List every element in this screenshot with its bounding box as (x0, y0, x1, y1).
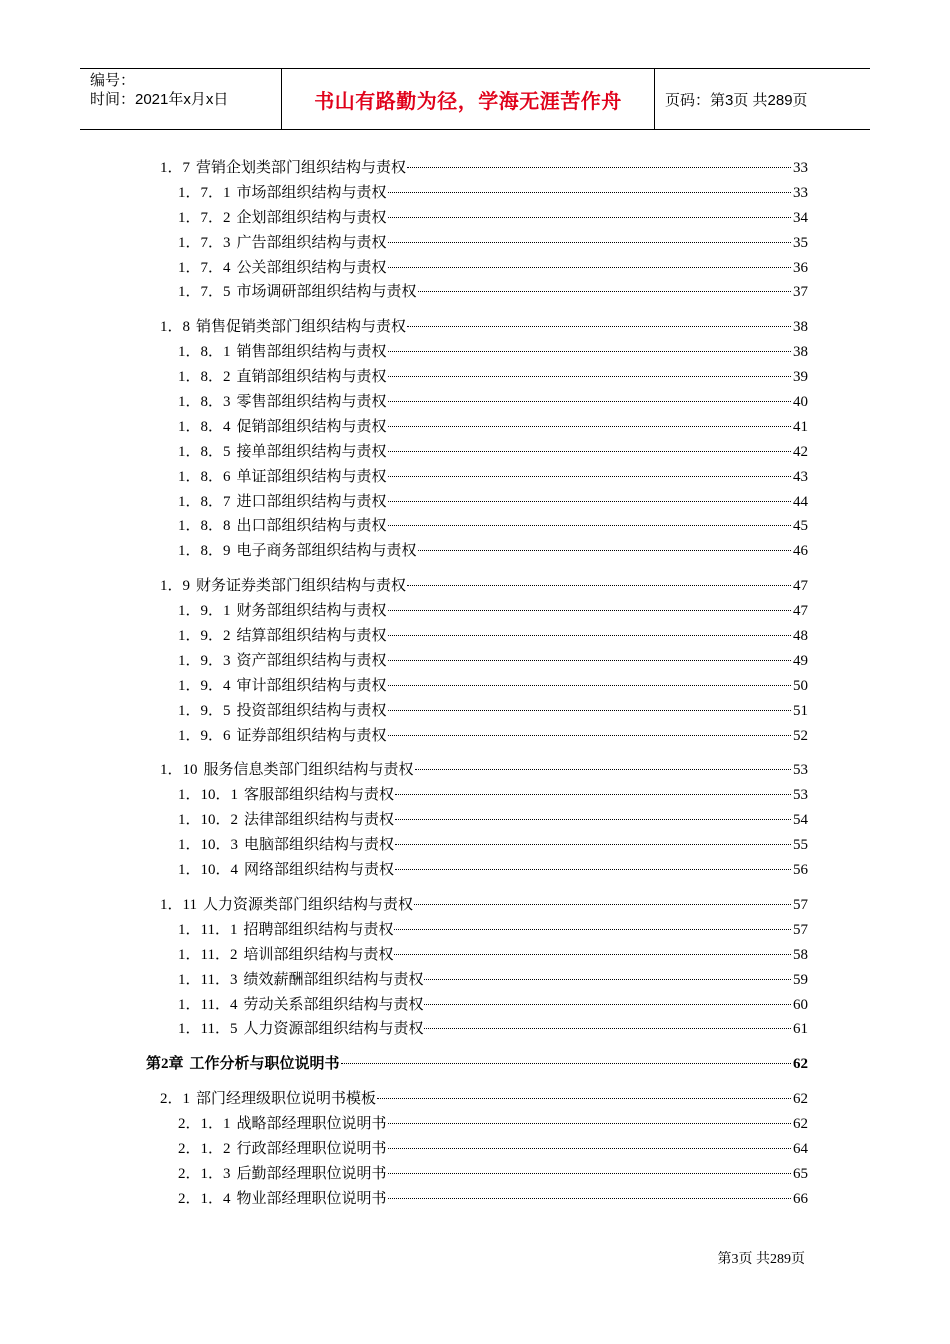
toc-dot-leader (395, 843, 791, 845)
toc-entry-number: 1．10．2 (178, 812, 239, 829)
toc-dot-leader (388, 659, 791, 661)
toc-entry[interactable] (140, 1137, 808, 1162)
toc-entry-page: 64 (793, 1140, 808, 1157)
toc-entry-title: 人力资源部组织结构与责权 (243, 1021, 424, 1038)
toc-entry-title: 绩效薪酬部组织结构与责权 (243, 971, 424, 988)
toc-entry-page: 44 (793, 493, 808, 510)
toc-entry[interactable] (140, 256, 808, 281)
toc-entry-page: 49 (793, 652, 808, 669)
toc-entry-page: 50 (793, 677, 808, 694)
toc-entry-title: 单证部组织结构与责权 (236, 468, 387, 485)
toc-dot-leader (407, 325, 791, 327)
toc-entry-page: 47 (793, 578, 808, 595)
toc-entry[interactable] (140, 1187, 808, 1212)
toc-entry-number: 2．1．2 (178, 1140, 231, 1157)
toc-entry[interactable] (140, 1112, 808, 1137)
table-of-contents (140, 156, 808, 1212)
toc-entry-number: 2．1 (160, 1091, 191, 1108)
toc-entry-title: 资产部组织结构与责权 (236, 652, 387, 669)
toc-entry-page: 38 (793, 319, 808, 336)
toc-entry-title: 培训部组织结构与责权 (243, 946, 394, 963)
toc-entry-number: 1．8．4 (178, 418, 231, 435)
toc-entry-title: 客服部组织结构与责权 (244, 787, 395, 804)
toc-entry-page: 62 (793, 1116, 808, 1133)
toc-entry[interactable] (140, 699, 808, 724)
toc-entry[interactable] (140, 539, 808, 564)
toc-entry-title: 部门经理级职位说明书模板 (196, 1091, 377, 1108)
toc-entry-title: 电子商务部组织结构与责权 (236, 543, 417, 560)
toc-entry-page: 61 (793, 1021, 808, 1038)
toc-dot-leader (414, 903, 791, 905)
toc-entry-number: 1．8．1 (178, 344, 231, 361)
toc-entry-title: 零售部组织结构与责权 (236, 394, 387, 411)
toc-entry-number: 1．8．7 (178, 493, 231, 510)
toc-entry-number: 2．1．1 (178, 1116, 231, 1133)
toc-entry-number: 1．8．2 (178, 369, 231, 386)
toc-entry-title: 工作分析与职位说明书 (189, 1056, 340, 1073)
toc-entry-title: 审计部组织结构与责权 (236, 677, 387, 694)
toc-entry-title: 招聘部组织结构与责权 (243, 921, 394, 938)
toc-entry-number: 1．9．6 (178, 727, 231, 744)
toc-entry-page: 65 (793, 1165, 808, 1182)
toc-entry[interactable] (140, 415, 808, 440)
toc-entry-title: 销售部组织结构与责权 (236, 344, 387, 361)
toc-dot-leader (377, 1097, 791, 1099)
toc-entry-title: 进口部组织结构与责权 (236, 493, 387, 510)
toc-entry-number: 1．8．8 (178, 518, 231, 535)
toc-entry-page: 43 (793, 468, 808, 485)
toc-entry-page: 54 (793, 812, 808, 829)
toc-entry-title: 电脑部组织结构与责权 (244, 837, 395, 854)
toc-entry-number: 1．7．2 (178, 209, 231, 226)
date-label: 时间：2021年x月x日 (90, 91, 229, 108)
toc-entry-title: 企划部组织结构与责权 (236, 209, 387, 226)
toc-dot-leader (388, 1197, 791, 1199)
toc-entry-number: 1．8．5 (178, 443, 231, 460)
toc-entry-page: 47 (793, 603, 808, 620)
toc-entry[interactable] (140, 181, 808, 206)
toc-entry-page: 39 (793, 369, 808, 386)
toc-entry-number: 2．1．3 (178, 1165, 231, 1182)
toc-entry[interactable] (140, 1052, 808, 1077)
toc-dot-leader (388, 400, 791, 402)
toc-entry-page: 53 (793, 762, 808, 779)
toc-entry-number: 2．1．4 (178, 1190, 231, 1207)
toc-dot-leader (388, 1172, 791, 1174)
toc-entry-page: 58 (793, 946, 808, 963)
toc-entry-title: 财务证券类部门组织结构与责权 (196, 578, 407, 595)
toc-entry[interactable] (140, 943, 808, 968)
toc-entry[interactable] (140, 340, 808, 365)
toc-entry[interactable] (140, 280, 808, 305)
toc-entry[interactable] (140, 918, 808, 943)
toc-dot-leader (388, 266, 791, 268)
toc-entry-title: 网络部组织结构与责权 (244, 862, 395, 879)
toc-entry-number: 1．9．3 (178, 652, 231, 669)
toc-entry[interactable] (140, 833, 808, 858)
toc-entry[interactable] (140, 1017, 808, 1042)
toc-entry-number: 1．7 (160, 160, 191, 176)
toc-entry-title: 人力资源类部门组织结构与责权 (202, 896, 413, 913)
toc-entry-number: 1．8．3 (178, 394, 231, 411)
toc-entry-number: 1．7．3 (178, 234, 231, 251)
toc-entry[interactable] (140, 599, 808, 624)
toc-dot-leader (388, 425, 791, 427)
toc-entry-number: 第2章 (146, 1056, 184, 1073)
page-footer: 第3页 共289页 (717, 1252, 805, 1267)
toc-dot-leader (388, 241, 791, 243)
toc-entry-page: 33 (793, 184, 808, 201)
toc-entry[interactable] (140, 514, 808, 539)
toc-entry-title: 接单部组织结构与责权 (236, 443, 387, 460)
toc-entry[interactable] (140, 465, 808, 490)
toc-dot-leader (388, 1122, 791, 1124)
toc-entry[interactable] (140, 574, 808, 599)
toc-entry-title: 物业部经理职位说明书 (236, 1190, 387, 1207)
toc-entry-title: 行政部经理职位说明书 (236, 1140, 387, 1157)
toc-entry-title: 后勤部经理职位说明书 (236, 1165, 387, 1182)
toc-entry-number: 1．11 (160, 896, 197, 913)
toc-entry[interactable] (140, 649, 808, 674)
toc-entry-title: 结算部组织结构与责权 (236, 628, 387, 645)
toc-entry-page: 57 (793, 896, 808, 913)
toc-entry-number: 1．11．2 (178, 946, 238, 963)
toc-dot-leader (424, 1027, 791, 1029)
toc-entry-title: 投资部组织结构与责权 (236, 702, 387, 719)
toc-entry-page: 56 (793, 862, 808, 879)
toc-entry[interactable] (140, 808, 808, 833)
toc-entry-title: 促销部组织结构与责权 (236, 418, 387, 435)
toc-entry-title: 营销企划类部门组织结构与责权 (196, 160, 407, 176)
toc-entry-page: 60 (793, 996, 808, 1013)
toc-entry-page: 46 (793, 543, 808, 560)
toc-entry-title: 销售促销类部门组织结构与责权 (196, 319, 407, 336)
header-meta (80, 69, 282, 129)
toc-entry-number: 1．11．1 (178, 921, 238, 938)
toc-entry-number: 1．11．5 (178, 1021, 238, 1038)
toc-entry[interactable] (140, 365, 808, 390)
toc-entry-title: 劳动关系部组织结构与责权 (243, 996, 424, 1013)
toc-entry-number: 1．11．4 (178, 996, 238, 1013)
toc-dot-leader (418, 290, 791, 292)
toc-entry-page: 57 (793, 921, 808, 938)
toc-dot-leader (388, 216, 791, 218)
toc-entry-page: 51 (793, 702, 808, 719)
toc-entry-number: 1．7．5 (178, 284, 231, 301)
toc-entry[interactable] (140, 724, 808, 749)
toc-dot-leader (407, 166, 791, 168)
toc-entry[interactable] (140, 390, 808, 415)
toc-entry-page: 42 (793, 443, 808, 460)
header-page-label: 页码：第3页 共289页 (665, 91, 808, 109)
toc-entry-page: 52 (793, 727, 808, 744)
toc-entry-page: 37 (793, 284, 808, 301)
toc-entry[interactable] (140, 758, 808, 783)
toc-dot-leader (388, 524, 791, 526)
toc-entry-title: 出口部组织结构与责权 (236, 518, 387, 535)
toc-entry[interactable] (140, 156, 808, 181)
toc-entry-page: 36 (793, 259, 808, 276)
toc-entry-page: 62 (793, 1091, 808, 1108)
toc-entry-title: 财务部组织结构与责权 (236, 603, 387, 620)
toc-entry[interactable] (140, 1087, 808, 1112)
toc-entry-number: 1．9．4 (178, 677, 231, 694)
toc-entry-page: 34 (793, 209, 808, 226)
toc-dot-leader (395, 868, 791, 870)
toc-entry[interactable] (140, 968, 808, 993)
toc-entry-number: 1．9．2 (178, 628, 231, 645)
toc-dot-leader (388, 1147, 791, 1149)
page-header (80, 68, 870, 130)
toc-dot-leader (388, 375, 791, 377)
toc-dot-leader (394, 928, 791, 930)
toc-entry[interactable] (140, 1162, 808, 1187)
toc-entry-number: 1．8．6 (178, 468, 231, 485)
toc-dot-leader (424, 978, 791, 980)
toc-entry-number: 1．8．9 (178, 543, 231, 560)
toc-entry-page: 59 (793, 971, 808, 988)
toc-entry-page: 35 (793, 234, 808, 251)
toc-dot-leader (388, 191, 791, 193)
toc-dot-leader (388, 450, 791, 452)
toc-dot-leader (388, 475, 791, 477)
header-motto: 书山有路勤为径，学海无涯苦作舟 (282, 69, 655, 129)
toc-entry-page: 45 (793, 518, 808, 535)
toc-entry-number: 1．8 (160, 319, 191, 336)
code-label: 编号： (90, 72, 136, 89)
toc-entry-number: 1．10．3 (178, 837, 239, 854)
toc-entry-page: 62 (793, 1056, 808, 1073)
toc-entry-title: 直销部组织结构与责权 (236, 369, 387, 386)
toc-entry-title: 法律部组织结构与责权 (244, 812, 395, 829)
toc-dot-leader (395, 793, 791, 795)
toc-dot-leader (388, 500, 791, 502)
toc-entry[interactable] (140, 893, 808, 918)
toc-entry-number: 1．9．1 (178, 603, 231, 620)
toc-entry-number: 1．11．3 (178, 971, 238, 988)
toc-dot-leader (388, 609, 791, 611)
toc-entry-page: 33 (793, 160, 808, 176)
toc-dot-leader (418, 549, 791, 551)
toc-entry-page: 55 (793, 837, 808, 854)
toc-entry-title: 公关部组织结构与责权 (236, 259, 387, 276)
toc-entry-page: 41 (793, 418, 808, 435)
toc-dot-leader (394, 953, 791, 955)
toc-entry-page: 53 (793, 787, 808, 804)
toc-entry-number: 1．10．4 (178, 862, 239, 879)
toc-dot-leader (395, 818, 791, 820)
toc-entry[interactable] (140, 440, 808, 465)
toc-entry[interactable] (140, 231, 808, 256)
toc-entry-page: 66 (793, 1190, 808, 1207)
toc-entry-number: 1．7．1 (178, 184, 231, 201)
toc-entry-title: 战略部经理职位说明书 (236, 1116, 387, 1133)
toc-dot-leader (424, 1003, 791, 1005)
toc-dot-leader (388, 734, 791, 736)
toc-entry[interactable] (140, 858, 808, 883)
toc-entry[interactable] (140, 783, 808, 808)
toc-entry-title: 广告部组织结构与责权 (236, 234, 387, 251)
toc-entry-title: 市场调研部组织结构与责权 (236, 284, 417, 301)
toc-dot-leader (388, 350, 791, 352)
toc-entry-number: 1．7．4 (178, 259, 231, 276)
toc-dot-leader (407, 584, 791, 586)
toc-entry-page: 38 (793, 344, 808, 361)
toc-entry-page: 48 (793, 628, 808, 645)
toc-entry-title: 证券部组织结构与责权 (236, 727, 387, 744)
toc-entry[interactable] (140, 206, 808, 231)
toc-entry-title: 服务信息类部门组织结构与责权 (203, 762, 414, 779)
toc-entry-number: 1．9 (160, 578, 191, 595)
toc-entry-page: 40 (793, 394, 808, 411)
toc-entry[interactable] (140, 993, 808, 1018)
toc-entry[interactable] (140, 674, 808, 699)
toc-dot-leader (388, 709, 791, 711)
toc-dot-leader (388, 684, 791, 686)
toc-entry[interactable] (140, 624, 808, 649)
toc-entry-number: 1．10 (160, 762, 198, 779)
toc-dot-leader (341, 1062, 791, 1064)
toc-entry-number: 1．9．5 (178, 702, 231, 719)
toc-entry[interactable] (140, 315, 808, 340)
toc-dot-leader (388, 634, 791, 636)
toc-entry-number: 1．10．1 (178, 787, 239, 804)
toc-entry[interactable] (140, 490, 808, 515)
toc-entry-title: 市场部组织结构与责权 (236, 184, 387, 201)
toc-dot-leader (415, 768, 791, 770)
